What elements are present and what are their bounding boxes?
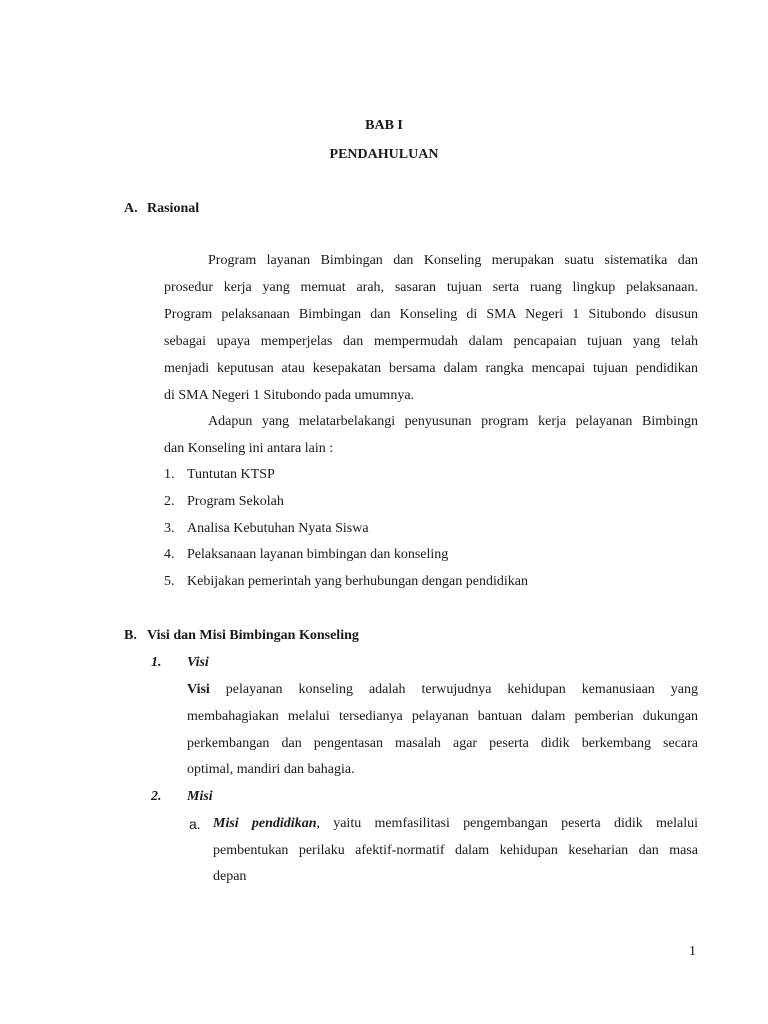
paragraph-line: sebagai upaya memperjelas dan mempermudah dalam pencapaian tujuan yang telah	[164, 334, 698, 349]
list-item-number: 3.	[164, 521, 175, 536]
misi-number: 2.	[151, 789, 162, 804]
section-a-marker: A.	[124, 201, 138, 216]
chapter-number: BAB I	[365, 118, 403, 133]
paragraph-line: Adapun yang melatarbelakangi penyusunan program kerja pelayanan Bimbingn	[208, 414, 698, 429]
paragraph-line: membahagiakan melalui tersedianya pelayanan bantuan dalam pemberian dukungan	[187, 709, 698, 724]
paragraph-line: prosedur kerja yang memuat arah, sasaran tujuan serta ruang lingkup pelaksanaan.	[164, 280, 698, 295]
list-item-number: 1.	[164, 467, 175, 482]
paragraph-line: depan	[213, 869, 247, 884]
paragraph-line: Visi pelayanan konseling adalah terwujudnya kehidupan kemanusiaan yang	[187, 682, 698, 697]
list-item: Program Sekolah	[187, 494, 284, 509]
misi-title: Misi	[187, 789, 213, 804]
misi-item-lead: Misi pendidikan	[213, 816, 317, 831]
paragraph-line: Misi pendidikan, yaitu memfasilitasi pengembangan peserta didik melalui	[213, 816, 698, 831]
visi-title: Visi	[187, 655, 209, 670]
section-b-heading: Visi dan Misi Bimbingan Konseling	[147, 628, 359, 643]
page-number: 1	[689, 944, 696, 959]
list-item-number: 5.	[164, 574, 175, 589]
list-item: Pelaksanaan layanan bimbingan dan konseling	[187, 547, 449, 562]
paragraph-line: pembentukan perilaku afektif-normatif dalam kehidupan keseharian dan masa	[213, 843, 698, 858]
misi-item-letter: a.	[189, 816, 201, 832]
paragraph-line: Program pelaksanaan Bimbingan dan Konseling di SMA Negeri 1 Situbondo disusun	[164, 307, 698, 322]
list-item: Kebijakan pemerintah yang berhubungan dengan pendidikan	[187, 574, 528, 589]
paragraph-line: optimal, mandiri dan bahagia.	[187, 762, 355, 777]
list-item: Tuntutan KTSP	[187, 467, 275, 482]
paragraph-line: di SMA Negeri 1 Situbondo pada umumnya.	[164, 388, 415, 403]
visi-number: 1.	[151, 655, 162, 670]
section-b-marker: B.	[124, 628, 137, 643]
paragraph-line: Program layanan Bimbingan dan Konseling merupakan suatu sistematika dan	[208, 253, 698, 268]
list-item-number: 2.	[164, 494, 175, 509]
visi-lead: Visi	[187, 682, 210, 697]
paragraph-line: menjadi keputusan atau kesepakatan bersama dalam rangka mencapai tujuan pendidikan	[164, 361, 698, 376]
paragraph-line: dan Konseling ini antara lain :	[164, 441, 334, 456]
list-item-number: 4.	[164, 547, 175, 562]
chapter-title: PENDAHULUAN	[329, 147, 439, 162]
paragraph-line: perkembangan dan pengentasan masalah agar peserta didik berkembang secara	[187, 736, 698, 751]
section-a-heading: Rasional	[147, 201, 200, 216]
list-item: Analisa Kebutuhan Nyata Siswa	[187, 521, 369, 536]
